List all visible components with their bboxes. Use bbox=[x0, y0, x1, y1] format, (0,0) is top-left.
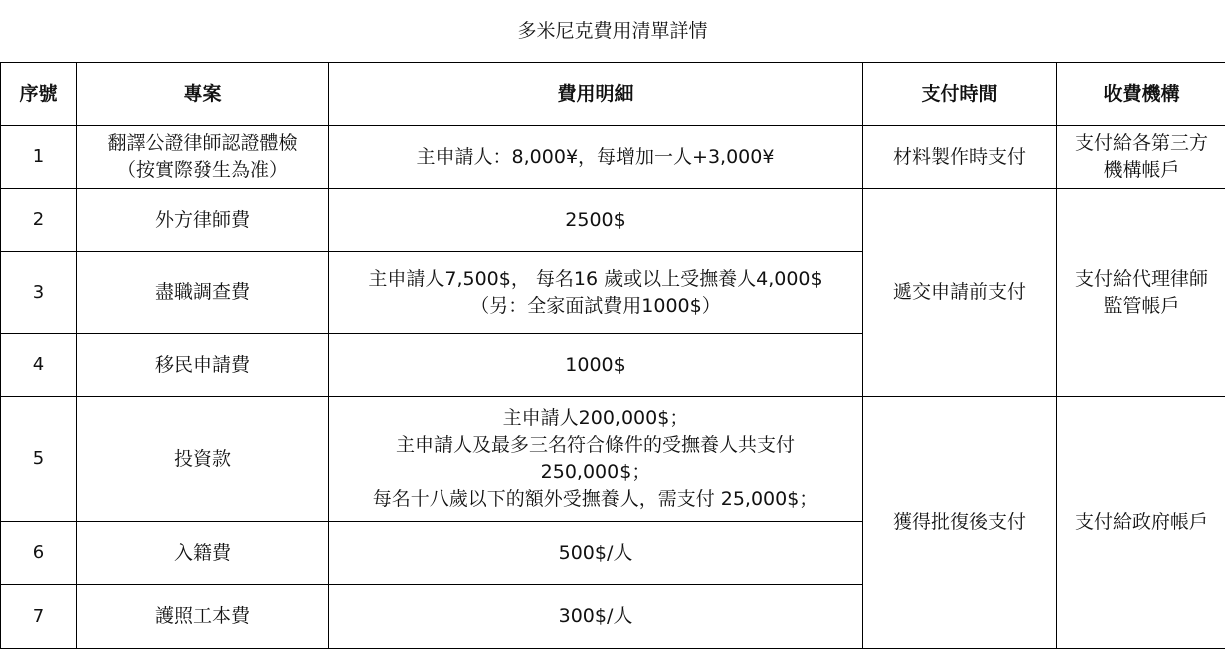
row-detail-line: 500$/人 bbox=[558, 541, 633, 564]
row-detail-line: 主申請人：8,000¥，每增加一人+3,000¥ bbox=[416, 145, 775, 168]
row-item bbox=[77, 126, 329, 189]
row-detail-line: 2500$ bbox=[565, 208, 626, 231]
row-index: 3 bbox=[1, 252, 77, 334]
row-detail-line: 主申請人及最多三名符合條件的受撫養人共支付 bbox=[395, 434, 795, 457]
row-item-line: 投資款 bbox=[173, 447, 231, 470]
row-item bbox=[77, 252, 329, 334]
row-detail-line: 主申請人200,000$； bbox=[502, 407, 689, 430]
payee-line: 支付給政府帳戶 bbox=[1074, 511, 1208, 534]
row-index: 7 bbox=[1, 585, 77, 649]
header-payment-time: 支付時間 bbox=[863, 63, 1057, 126]
row-details bbox=[329, 334, 863, 397]
table-row bbox=[1, 126, 1225, 189]
row-detail-line: 1000$ bbox=[565, 353, 626, 376]
row-index: 6 bbox=[1, 522, 77, 585]
row-detail-line: （另：全家面試費用1000$） bbox=[470, 294, 721, 317]
row-item-line: 盡職調查費 bbox=[154, 281, 250, 304]
row-item-line: 護照工本費 bbox=[154, 605, 250, 628]
row-detail-line: 每名十八歲以下的額外受撫養人，需支付 25,000$； bbox=[372, 487, 819, 510]
header-item: 專案 bbox=[77, 63, 329, 126]
payment-time-cell: 材料製作時支付 bbox=[863, 126, 1057, 189]
row-item-line: （按實際發生為准） bbox=[116, 159, 288, 181]
payee-line: 監管帳戶 bbox=[1103, 294, 1180, 317]
row-details bbox=[329, 189, 863, 252]
row-details bbox=[329, 522, 863, 585]
row-item bbox=[77, 585, 329, 649]
row-item bbox=[77, 522, 329, 585]
row-item-line: 移民申請費 bbox=[154, 353, 250, 376]
row-index: 1 bbox=[1, 126, 77, 189]
table-row bbox=[1, 397, 1225, 522]
page-title: 多米尼克費用清單詳情 bbox=[517, 20, 708, 42]
row-item bbox=[77, 189, 329, 252]
row-details bbox=[329, 252, 863, 334]
header-index: 序號 bbox=[1, 63, 77, 126]
payee-line: 支付給代理律師 bbox=[1074, 267, 1208, 290]
row-detail-line: 主申請人7,500$， 每名16 歲或以上受撫養人4,000$ bbox=[368, 267, 823, 290]
row-details bbox=[329, 585, 863, 649]
row-index: 5 bbox=[1, 397, 77, 522]
row-item-line: 入籍費 bbox=[173, 541, 231, 564]
row-detail-line: 250,000$； bbox=[540, 461, 651, 483]
row-item-line: 翻譯公證律師認證體檢 bbox=[107, 132, 298, 155]
header-details: 費用明細 bbox=[329, 63, 863, 126]
table-header-row bbox=[1, 63, 1225, 126]
row-details bbox=[329, 397, 863, 522]
fee-table bbox=[0, 62, 1225, 649]
payment-time-cell: 獲得批復後支付 bbox=[863, 397, 1057, 649]
row-detail-line: 300$/人 bbox=[558, 605, 633, 628]
payee-cell bbox=[1057, 397, 1225, 649]
row-item bbox=[77, 397, 329, 522]
table-row bbox=[1, 189, 1225, 252]
header-payee: 收費機構 bbox=[1057, 63, 1225, 126]
row-index: 2 bbox=[1, 189, 77, 252]
payee-line: 支付給各第三方 bbox=[1074, 132, 1208, 155]
payee-cell bbox=[1057, 189, 1225, 397]
payee-cell bbox=[1057, 126, 1225, 189]
row-item bbox=[77, 334, 329, 397]
row-index: 4 bbox=[1, 334, 77, 397]
row-item-line: 外方律師費 bbox=[154, 208, 250, 231]
payee-line: 機構帳戶 bbox=[1103, 159, 1180, 181]
row-details bbox=[329, 126, 863, 189]
payment-time-cell: 遞交申請前支付 bbox=[863, 189, 1057, 397]
